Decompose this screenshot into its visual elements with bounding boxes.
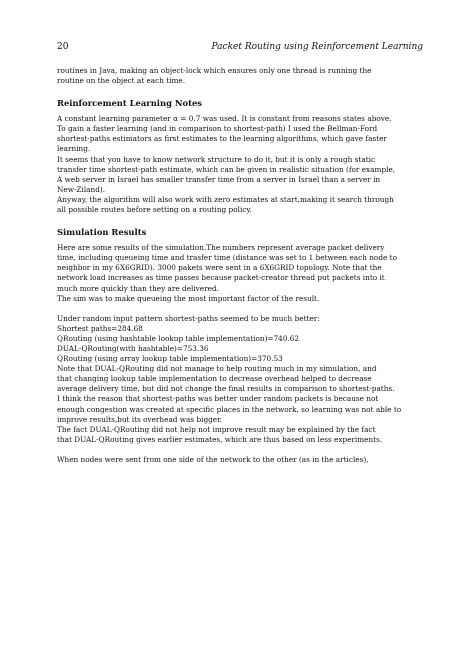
section-heading-rl-notes: Reinforcement Learning Notes [57,98,202,109]
text-line: that changing lookup table implementation to decrease overhead helped to decrease [57,374,372,384]
page-body [57,66,423,465]
page-number: 20 [57,42,69,52]
text-line: The fact DUAL-QRouting did not help not improve result may be explained by the fact [57,424,376,434]
text-line: average delivery time, but did not change the final results in comparison to shortest-paths. [57,384,395,394]
sim-results-paragraph-1 [57,243,423,304]
text-line: DUAL-QRouting(with hashtable)=753.36 [57,343,209,353]
text-line: all possible routes before setting on a routing policy. [57,205,252,215]
text-line: The sim was to make queueing the most important factor of the result. [57,293,320,303]
text-line: neighbor in my 6X6GRID). 3000 pakets were sent in a 6X6GRID topology. Note that the [57,263,382,273]
text-line: routine on the object at each time. [57,76,186,86]
text-line: routines in Java, making an object-lock which ensures only one thread is running the [57,66,372,75]
text-line: Anyway, the algorithm will also work with zero estimates at start,making it search through [57,194,394,204]
sim-results-paragraph-3 [57,455,423,465]
text-line: network load increases as time passes because packet-creator thread put packets into it [57,273,385,283]
text-line: improve results,but its overhead was bigger. [57,414,223,424]
text-line: Under random input pattern shortest-paths seemed to be much better: [57,313,320,323]
text-line: It seems that you have to know network structure to do it, but it is only a rough static [57,154,376,164]
text-line: shortest-paths estimators as first estimates to the learning algorithms, which gave faster [57,134,387,144]
text-line: I think the reason that shortest-paths was better under random packets is because not [57,394,379,404]
section-heading-simulation-results: Simulation Results [57,227,147,238]
text-line: Shortest paths=284.68 [57,323,143,333]
text-line: Here are some results of the simulation.The numbers represent average packet delivery [57,243,385,253]
running-title: Packet Routing using Reinforcement Learning [211,42,423,52]
intro-paragraph [57,66,423,86]
text-line: Note that DUAL-QRouting did not manage to help routing much in my simulation, and [57,364,377,374]
text-line: To gain a faster learning (and in comparison to shortest-path) I used the Bellman-Ford [57,124,378,134]
text-line: A constant learning parameter α = 0.7 was used. It is constant from reasons states above. [57,114,392,124]
text-line: QRouting (using hashtable lookup table implementation)=740.62 [57,333,300,343]
text-line: much more quickly than they are delivered. [57,283,219,293]
text-line: time, including queueing time and trasfer time (distance was set to 1 between each node to [57,253,397,263]
rl-notes-paragraph [57,114,423,215]
text-line: learning. [57,144,91,154]
text-line: When nodes were sent from one side of the network to the other (as in the articles), [57,454,369,464]
text-line: enough congestion was created at specific places in the network, so learning was not able to [57,404,402,414]
running-header [57,42,423,54]
sim-results-paragraph-2 [57,314,423,445]
text-line: QRouting (using array lookup table implementation)=370.53 [57,354,283,364]
text-line: that DUAL-QRouting gives earlier estimates, which are thus based on less experiments. [57,434,383,444]
text-line: A web server in Israel has smaller transfer time from a server in Israel than a server in [57,174,381,184]
text-line: New-Ziland). [57,184,106,194]
text-line: transfer time shortest-path estimate, which can be given in realistic situation (for example, [57,164,396,174]
